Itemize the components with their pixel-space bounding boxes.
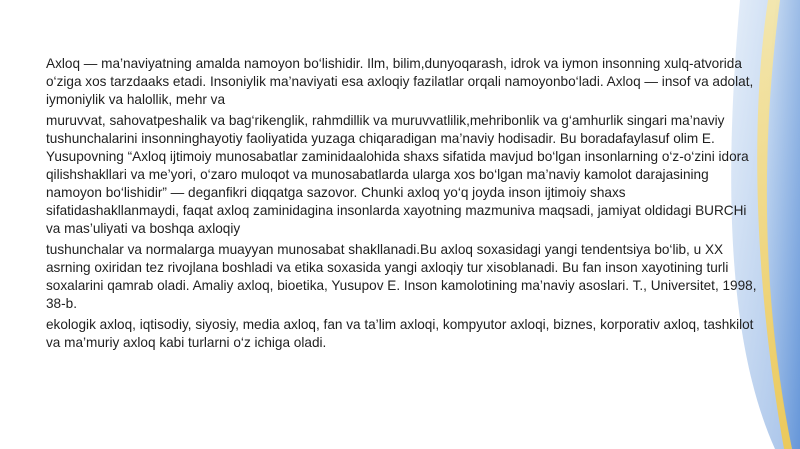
paragraph: muruvvat, sahovatpeshalik va bag‘rikenglik, rahmdillik va muruvvatlilik,mehribonlik va g‘amhurlik singari ma’naviy tushunchalarini insonninghayotiy faoliyatida yuzaga chiqaradigan ma’naviy hodisadir. Bu boradafaylasuf olim E. Yusupovning “Axloq ijtimoiy munosabatlar zaminidaalohida shaxs sifatida mavjud bo‘lgan insonlarning o‘z-o‘zini idora qilishshakllari va me’yori, o‘zaro muloqot va munosabatlarda ularga xos bo‘lgan ma’naviy kamolot darajasining namoyon bo‘lishidir” — deganfikri diqqatga sazovor. Chunki axloq yo‘q joyda inson ijtimoiy shaxs sifatidashakllanmaydi, faqat axloq zaminidagina insonlarda xayotning mazmuniva maqsadi, jamiyat oldidagi BURCHi va mas’uliyati va boshqa axloqiy [46,113,749,236]
paragraph: ekologik axloq, iqtisodiy, siyosiy, media axloq, fan va ta’lim axloqi, kompyutor axloqi, biznes, korporativ axloq, tashkilot va ma’muriy axloq kabi turlarni o‘z ichiga oladi. [46,317,754,350]
paragraph: tushunchalar va normalarga muayyan munosabat shakllanadi.Bu axloq soxasidagi yangi tendentsiya bo‘lib, u XX asrning oxiridan tez rivojlana boshladi va etika soxasida yangi axloqiy tur xisoblanadi. Bu fan inson xayotining turli soxalarini qamrab oladi. Amaliy axloq, bioetika, Yusupov E. Inson kamolotining ma’naviy asoslari. T., Universitet, 1998, 38-b. [46,242,757,311]
paragraph: Axloq — ma’naviyatning amalda namoyon bo‘lishidir. Ilm, bilim,dunyoqarash, idrok va iymon insonning xulq-atvorida o‘ziga xos tarzdaaks etadi. Insoniylik ma’naviyati esa axloqiy fazilatlar orqali namoyonbo‘ladi. Axloq — insof va adolat, iymoniylik va halollik, mehr va [46,56,754,107]
body-text [46,55,758,355]
